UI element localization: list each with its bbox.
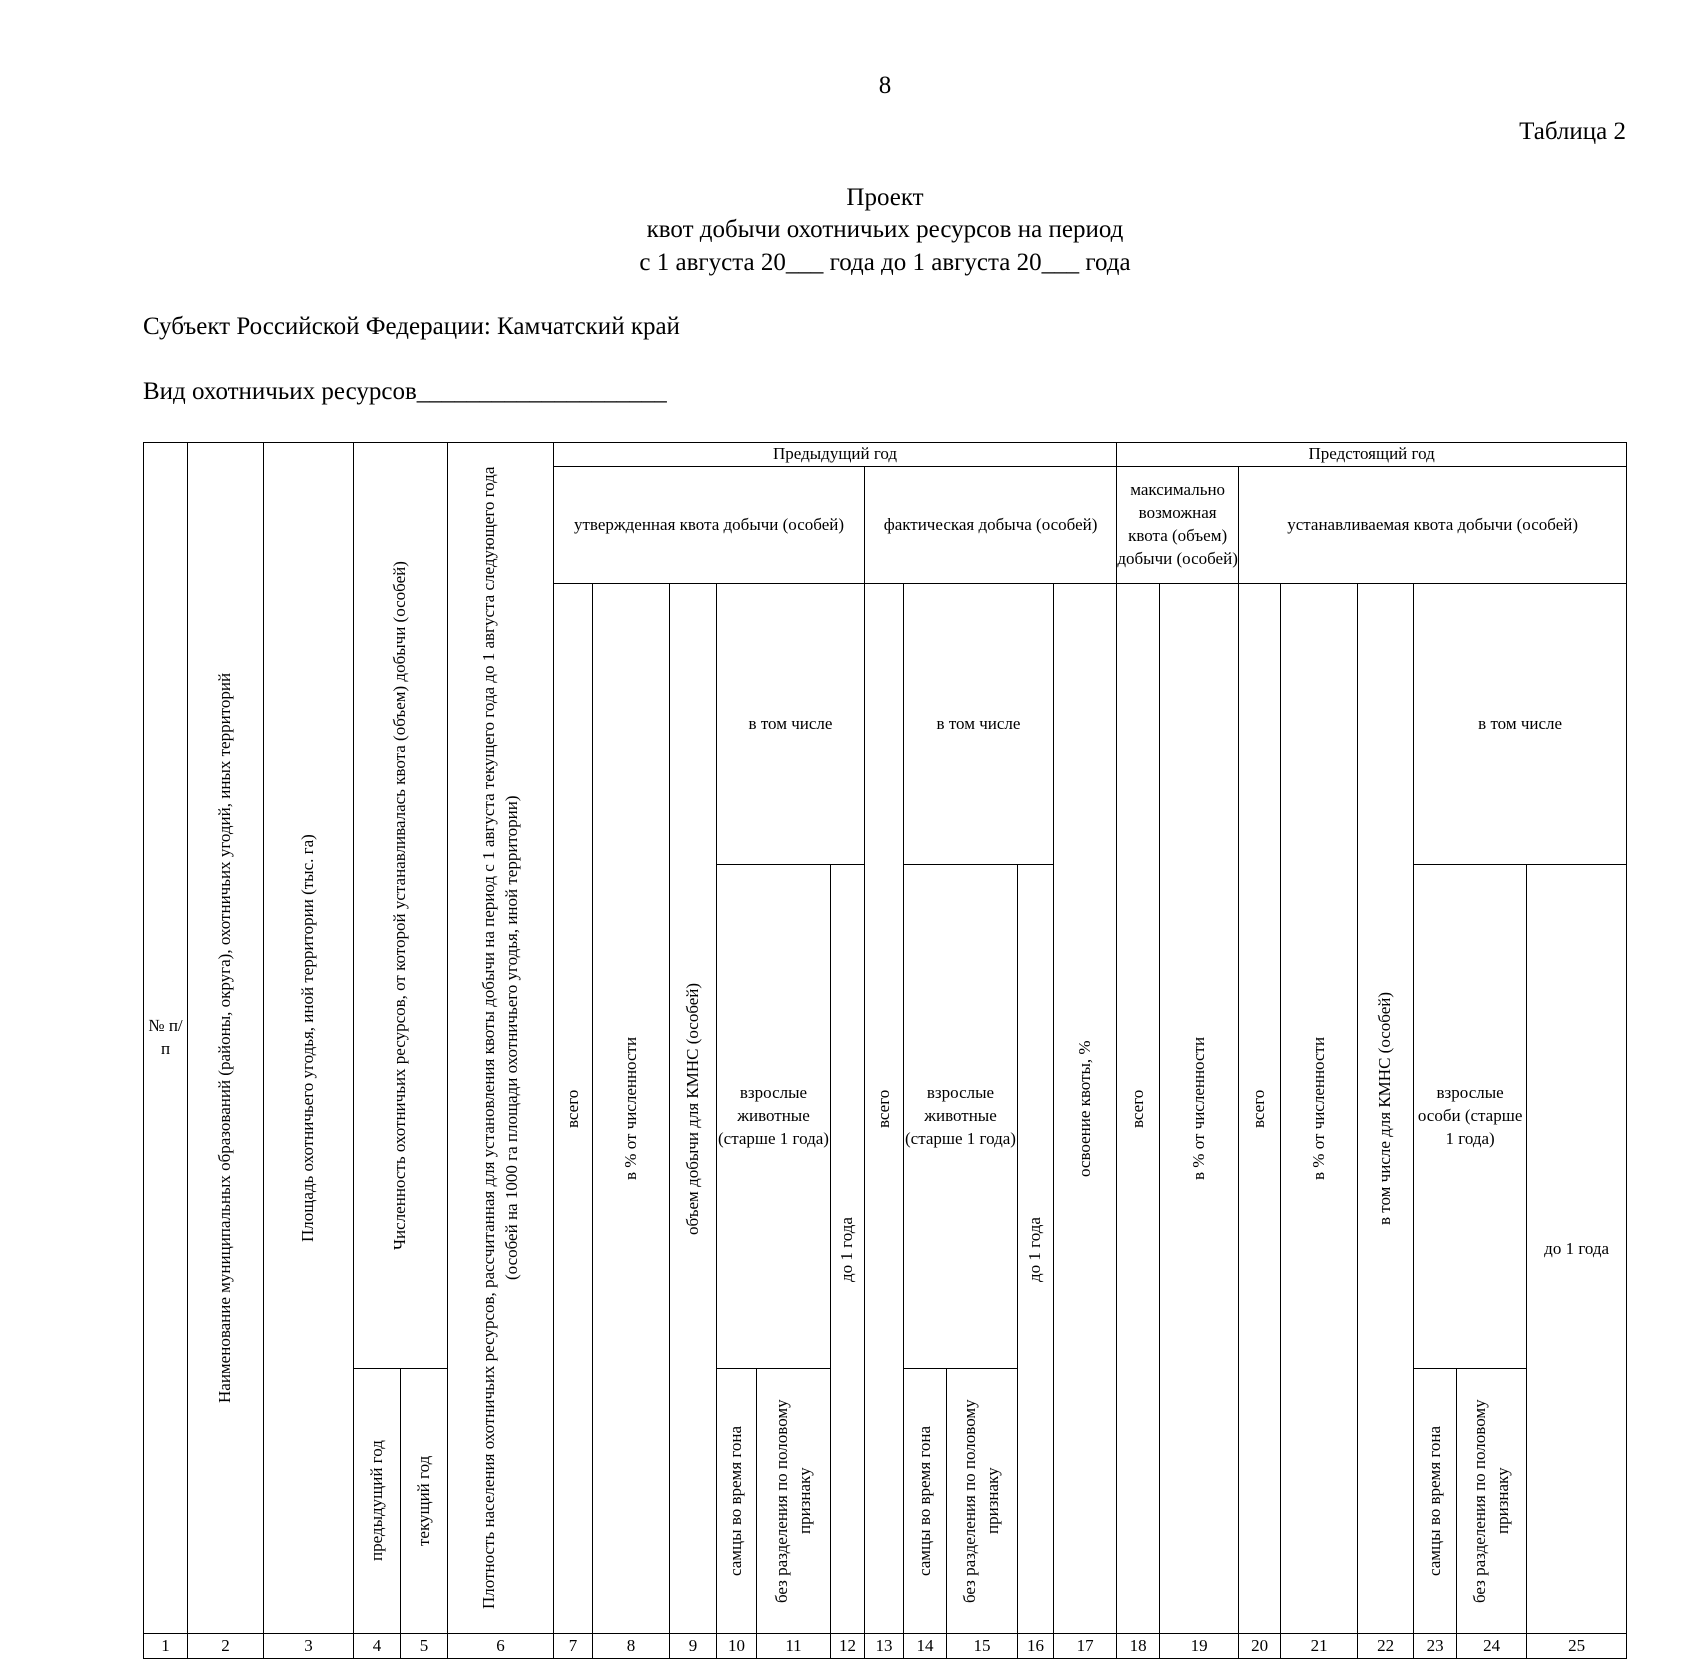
header-set-including: в том числе [1414,584,1627,865]
column-number: 19 [1160,1634,1239,1659]
column-number: 1 [144,1634,188,1659]
column-number: 17 [1054,1634,1117,1659]
column-number: 13 [865,1634,904,1659]
header-actual-including: в том числе [904,584,1054,865]
header-actual-adults: взрослые животные (старше 1 года) [904,865,1018,1369]
header-approved-total: всего [554,584,593,1634]
header-set-total: всего [1239,584,1281,1634]
header-set-quota: устанавливаемая квота добычи (особей) [1239,467,1627,584]
header-prev-year-population: предыдущий год [354,1368,401,1633]
header-max-total: всего [1117,584,1160,1634]
header-approved-pct: в % от численности [593,584,670,1634]
column-number: 2 [188,1634,264,1659]
column-number: 21 [1281,1634,1358,1659]
column-number: 11 [757,1634,831,1659]
header-actual-total: всего [865,584,904,1634]
column-number: 20 [1239,1634,1281,1659]
column-number: 8 [593,1634,670,1659]
title-line-1: Проект [846,184,924,211]
header-set-kmns: в том числе для КМНС (особей) [1358,584,1414,1634]
column-number: 12 [831,1634,865,1659]
header-previous-year: Предыдущий год [554,443,1117,467]
header-quota-use: освоение квоты, % [1054,584,1117,1634]
column-number: 16 [1018,1634,1054,1659]
header-actual-harvest: фактическая добыча (особей) [865,467,1117,584]
title-line-2: квот добычи охотничьих ресурсов на период [646,216,1124,243]
resource-line: Вид охотничьих ресурсов____________________ [143,378,667,405]
column-number: 22 [1358,1634,1414,1659]
header-density: Плотность населения охотничьих ресурсов, рассчитанная для установления квоты добычи на период с 1 августа текущего года до 1 августа следующего года (особей на 1000 га площади охотничьего угодья, иной территории) [448,443,554,1634]
header-row-number: № п/п [144,443,188,1634]
column-number: 15 [947,1634,1018,1659]
column-number: 7 [554,1634,593,1659]
header-population: Численность охотничьих ресурсов, от которой устанавливалась квота (объем) добычи (особей) [354,443,448,1369]
header-municipality: Наименование муниципальных образований (районы, округа), охотничьих угодий, иных территорий [188,443,264,1634]
table-label: Таблица 2 [1519,118,1626,145]
header-approved-no-sex: без разделения по половому признаку [757,1368,831,1633]
header-approved-under-1: до 1 года [831,865,865,1634]
column-number: 3 [264,1634,354,1659]
column-number: 18 [1117,1634,1160,1659]
header-set-pct: в % от численности [1281,584,1358,1634]
header-next-year: Предстоящий год [1117,443,1627,467]
column-number: 6 [448,1634,554,1659]
header-approved-including: в том числе [717,584,865,865]
column-number: 25 [1527,1634,1627,1659]
header-approved-kmns: объем добычи для КМНС (особей) [670,584,717,1634]
header-approved-males: самцы во время гона [717,1368,757,1633]
header-set-males: самцы во время гона [1414,1368,1457,1633]
header-actual-under-1: до 1 года [1018,865,1054,1634]
header-approved-adults: взрослые животные (старше 1 года) [717,865,831,1369]
header-max-quota: максимально возможная квота (объем) добычи (особей) [1117,467,1239,584]
column-number: 10 [717,1634,757,1659]
header-actual-no-sex: без разделения по половому признаку [947,1368,1018,1633]
column-number: 9 [670,1634,717,1659]
title-line-3: с 1 августа 20___ года до 1 августа 20___ года [639,249,1131,276]
header-set-adults: взрослые особи (старше 1 года) [1414,865,1527,1369]
column-number: 4 [354,1634,401,1659]
column-number: 24 [1457,1634,1527,1659]
subject-line: Субъект Российской Федерации: Камчатский край [143,313,680,340]
header-actual-males: самцы во время гона [904,1368,947,1633]
page-number: 8 [878,72,892,99]
header-area: Площадь охотничьего угодья, иной территории (тыс. га) [264,443,354,1634]
header-current-year-population: текущий год [401,1368,448,1633]
header-approved-quota: утвержденная квота добычи (особей) [554,467,865,584]
column-number: 14 [904,1634,947,1659]
quota-table [143,442,1626,1655]
column-number: 5 [401,1634,448,1659]
column-number: 23 [1414,1634,1457,1659]
header-set-under-1: до 1 года [1527,865,1627,1634]
header-max-pct: в % от численности [1160,584,1239,1634]
header-set-no-sex: без разделения по половому признаку [1457,1368,1527,1633]
